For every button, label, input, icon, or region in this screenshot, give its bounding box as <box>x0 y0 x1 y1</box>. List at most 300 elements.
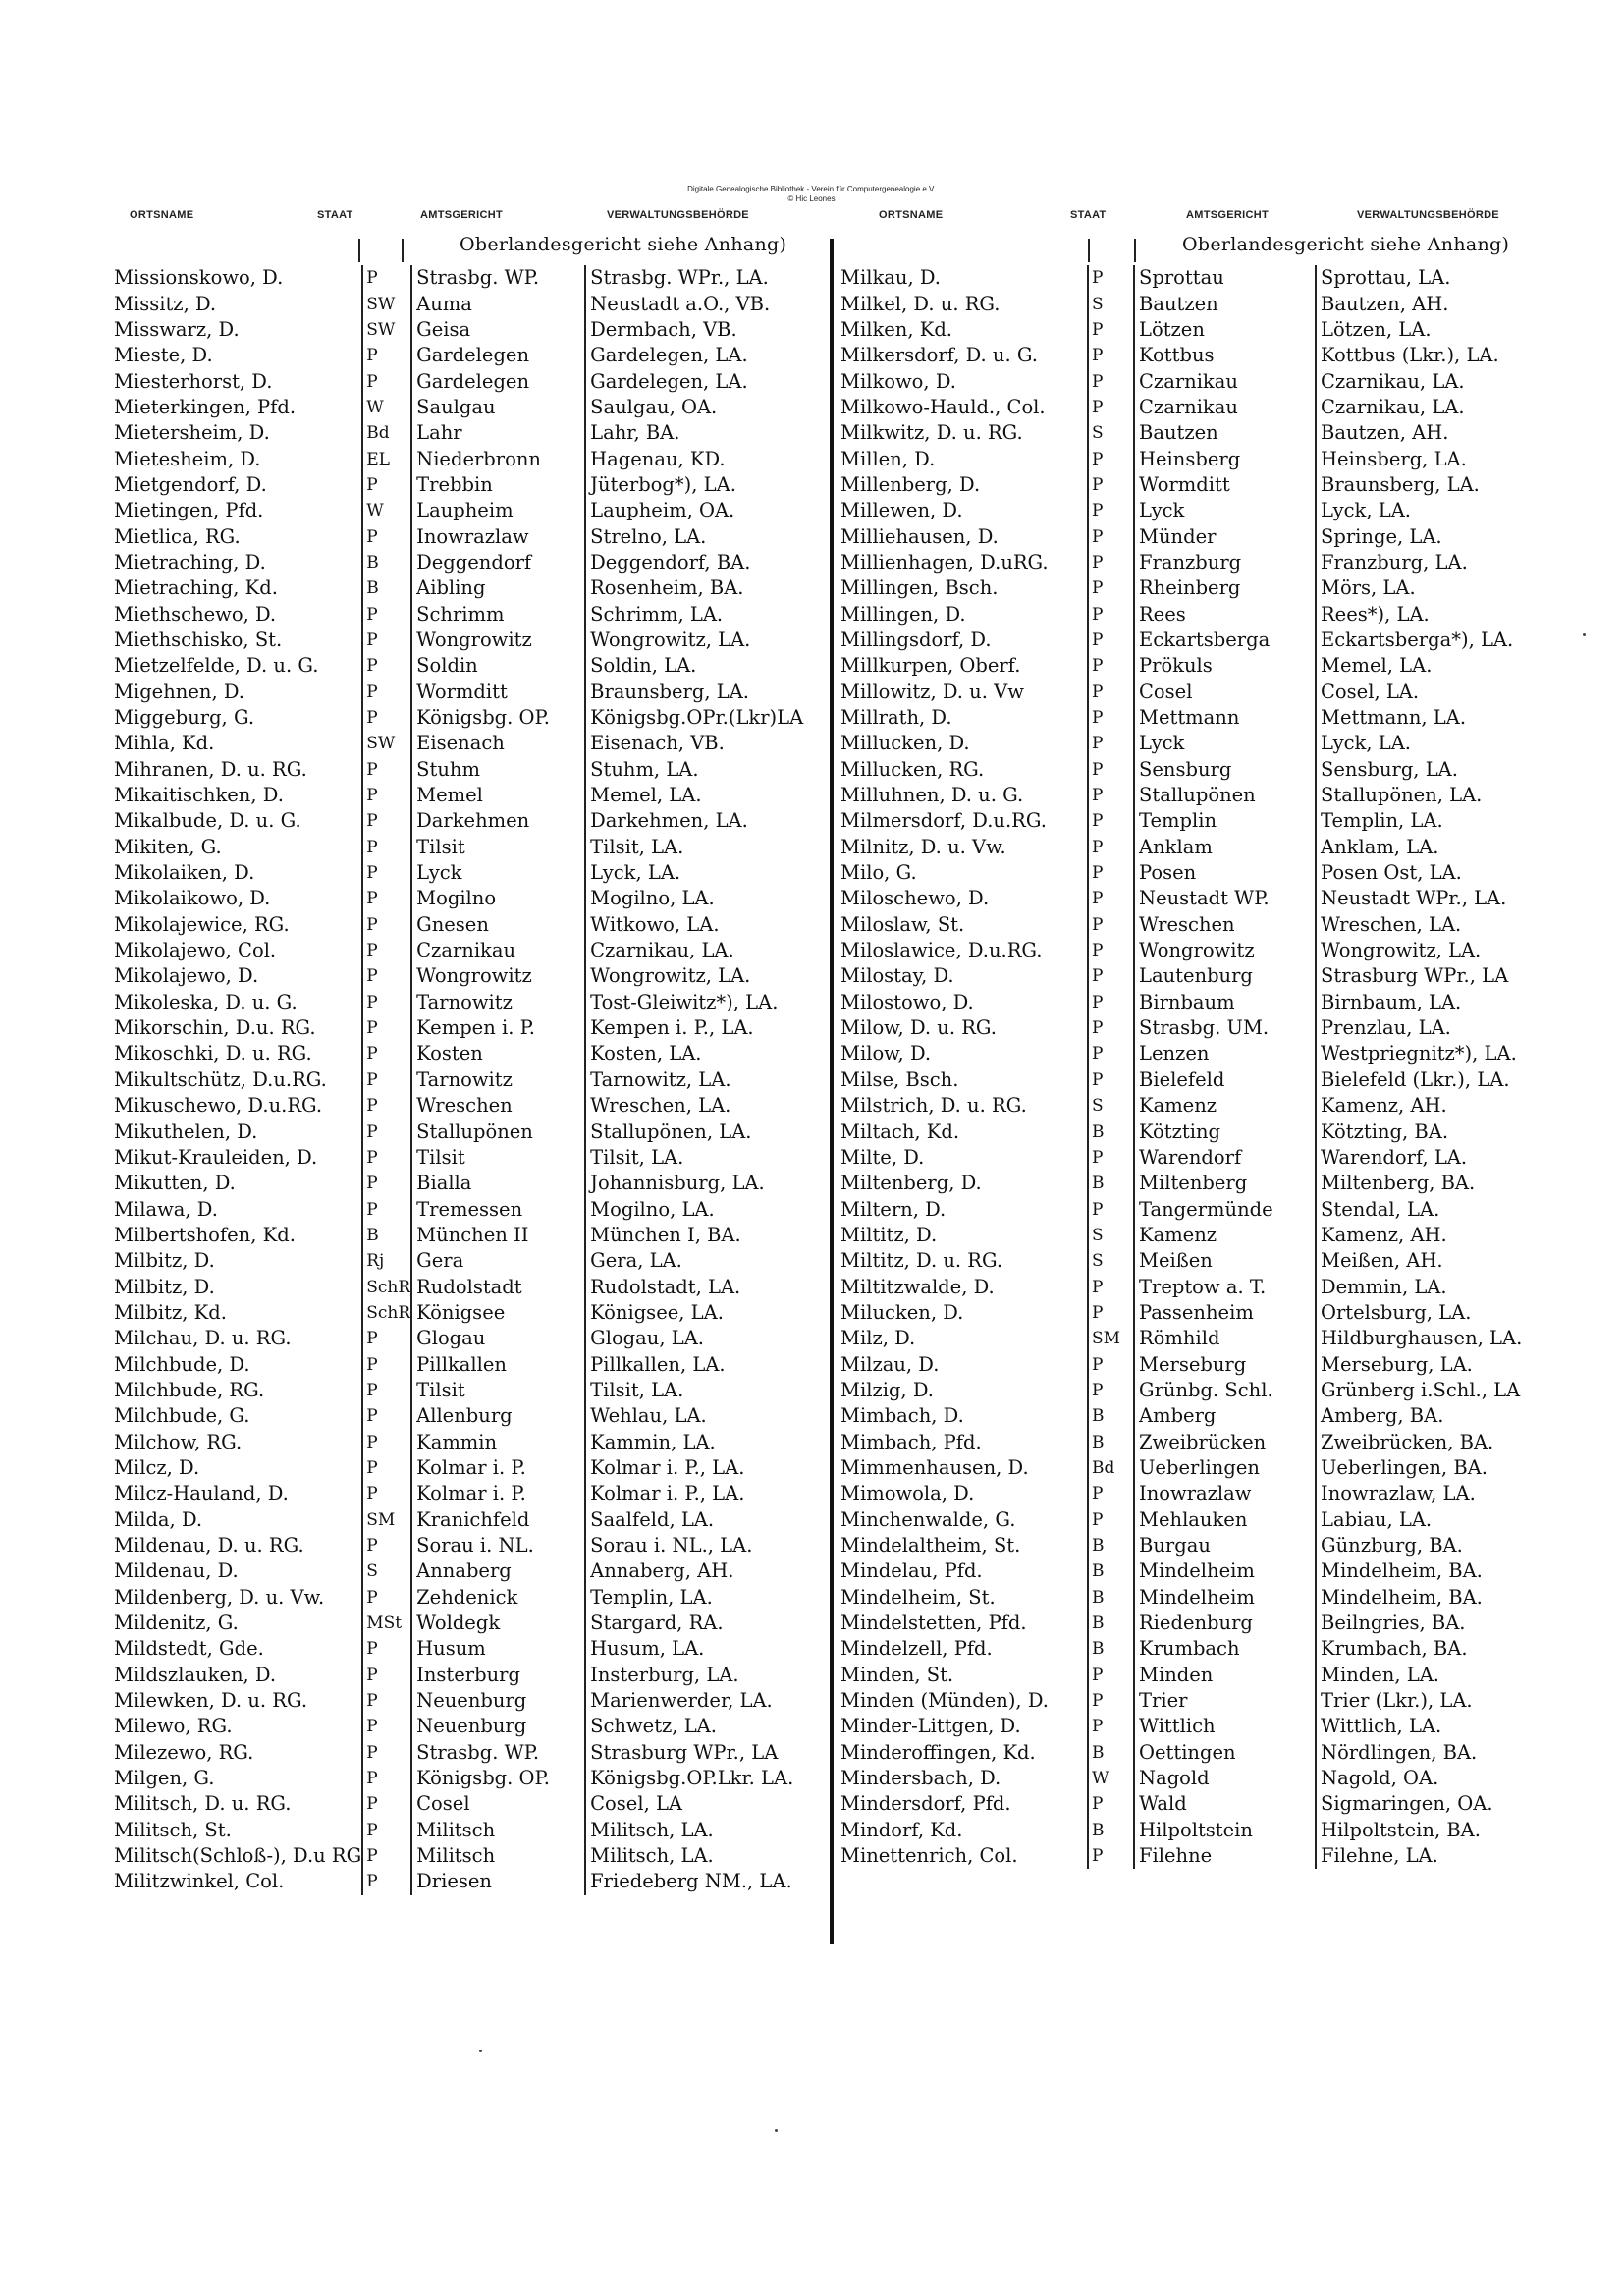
register-row <box>837 291 1522 316</box>
court-name: Neustadt WP. <box>1134 886 1316 911</box>
court-name: Czarnikau <box>1134 395 1316 420</box>
court-name: Warendorf <box>1134 1145 1316 1171</box>
court-name: Stuhm <box>411 757 585 783</box>
state-abbr: P <box>1088 705 1134 731</box>
court-name: Lyck <box>411 860 585 886</box>
state-abbr: P <box>1088 808 1134 834</box>
admin-authority: Glogau, LA. <box>585 1326 811 1351</box>
court-name: Bielefeld <box>1134 1067 1316 1093</box>
credit-line-1: Digitale Genealogische Bibliothek - Verein für Computergenealogie e.V. <box>687 185 936 193</box>
register-row <box>837 1378 1522 1403</box>
place-name: Millienhagen, D.uRG. <box>840 550 1049 574</box>
state-abbr: S <box>1088 420 1134 446</box>
state-abbr: B <box>1088 1636 1134 1662</box>
court-name: Wreschen <box>411 1093 585 1119</box>
place-name: Milluhnen, D. u. G. <box>840 784 1024 807</box>
place-name: Mikut-Krauleiden, D. <box>114 1145 318 1169</box>
register-row <box>110 808 811 834</box>
admin-authority: Trier (Lkr.), LA. <box>1316 1688 1522 1714</box>
olg-note-left: Oberlandesgericht siehe Anhang) <box>460 234 787 255</box>
state-abbr: Bd <box>362 420 411 446</box>
place-name: Miloslaw, St. <box>840 912 965 936</box>
admin-authority: Tarnowitz, LA. <box>585 1067 811 1093</box>
register-row <box>110 291 811 316</box>
admin-authority: Memel, LA. <box>585 783 811 808</box>
register-row <box>110 1351 811 1377</box>
register-row <box>837 420 1522 446</box>
column-divider <box>830 239 834 1944</box>
court-name: Saulgau <box>411 395 585 420</box>
admin-authority: Inowrazlaw, LA. <box>1316 1481 1522 1506</box>
register-row <box>110 1636 811 1662</box>
register-row <box>837 1248 1522 1274</box>
register-row <box>110 472 811 498</box>
register-row <box>837 1740 1522 1766</box>
court-name: Czarnikau <box>411 938 585 963</box>
register-row <box>110 886 811 911</box>
court-name: Tilsit <box>411 1145 585 1171</box>
court-name: Sorau i. NL. <box>411 1533 585 1558</box>
register-row <box>110 1248 811 1274</box>
state-abbr: P <box>362 1869 411 1894</box>
court-name: Niederbronn <box>411 446 585 471</box>
place-name: Miltitz, D. <box>840 1223 938 1246</box>
admin-authority: Laupheim, OA. <box>585 498 811 523</box>
state-abbr: P <box>1088 523 1134 549</box>
court-name: Mogilno <box>411 886 585 911</box>
court-name: Oettingen <box>1134 1740 1316 1766</box>
register-row <box>110 680 811 705</box>
admin-authority: Lyck, LA. <box>1316 498 1522 523</box>
register-row <box>110 265 811 291</box>
state-abbr: P <box>1088 498 1134 523</box>
admin-authority: Mogilno, LA. <box>585 886 811 911</box>
place-name: Mikolaiken, D. <box>114 861 255 885</box>
court-name: Stallupönen <box>411 1119 585 1144</box>
register-row <box>837 1300 1522 1326</box>
court-name: Bautzen <box>1134 291 1316 316</box>
court-name: Mindelheim <box>1134 1558 1316 1584</box>
court-name: Auma <box>411 291 585 316</box>
olg-note-right: Oberlandesgericht siehe Anhang) <box>1182 234 1510 255</box>
state-abbr: P <box>1088 990 1134 1015</box>
register-row <box>837 963 1522 989</box>
state-abbr: P <box>362 1843 411 1869</box>
place-name: Minden (Münden), D. <box>840 1689 1049 1713</box>
state-abbr: P <box>1088 1791 1134 1817</box>
place-name: Millucken, RG. <box>840 757 985 781</box>
state-abbr: S <box>1088 291 1134 316</box>
admin-authority: Saalfeld, LA. <box>585 1507 811 1533</box>
court-name: Franzburg <box>1134 550 1316 575</box>
court-name: Trebbin <box>411 472 585 498</box>
state-abbr: S <box>1088 1248 1134 1274</box>
court-name: Burgau <box>1134 1533 1316 1558</box>
court-name: Münder <box>1134 523 1316 549</box>
admin-authority: Strasburg WPr., LA <box>585 1740 811 1766</box>
court-name: Driesen <box>411 1869 585 1894</box>
court-name: Wald <box>1134 1791 1316 1817</box>
state-abbr: SchR <box>362 1300 411 1326</box>
register-table-right <box>837 265 1522 1869</box>
court-name: Lahr <box>411 420 585 446</box>
place-name: Mildenitz, G. <box>114 1612 239 1635</box>
court-name: Gardelegen <box>411 368 585 394</box>
admin-authority: Kolmar i. P., LA. <box>585 1455 811 1481</box>
court-name: Zehdenick <box>411 1585 585 1611</box>
register-row <box>837 886 1522 911</box>
court-name: Tilsit <box>411 1378 585 1403</box>
admin-authority: Franzburg, LA. <box>1316 550 1522 575</box>
place-name: Milbitz, D. <box>114 1275 215 1298</box>
admin-authority: Mogilno, LA. <box>585 1196 811 1222</box>
admin-authority: Neustadt a.O., VB. <box>585 291 811 316</box>
admin-authority: Saulgau, OA. <box>585 395 811 420</box>
register-row <box>837 1093 1522 1119</box>
place-name: Mildenau, D. <box>114 1559 239 1583</box>
place-name: Milbitz, D. <box>114 1249 215 1273</box>
state-abbr: P <box>362 680 411 705</box>
admin-authority: Birnbaum, LA. <box>1316 990 1522 1015</box>
register-row <box>837 446 1522 471</box>
register-row <box>837 912 1522 938</box>
register-row <box>837 808 1522 834</box>
court-name: Wongrowitz <box>411 628 585 653</box>
admin-authority: Mettmann, LA. <box>1316 705 1522 731</box>
register-row <box>110 1326 811 1351</box>
place-name: Milda, D. <box>114 1507 203 1531</box>
place-name: Miethschewo, D. <box>114 602 277 626</box>
place-name: Millenberg, D. <box>840 472 981 496</box>
court-name: Bialla <box>411 1171 585 1196</box>
admin-authority: Eisenach, VB. <box>585 731 811 756</box>
admin-authority: Posen Ost, LA. <box>1316 860 1522 886</box>
state-abbr: P <box>1088 1196 1134 1222</box>
court-name: Aibling <box>411 575 585 601</box>
court-name: Lyck <box>1134 731 1316 756</box>
court-name: Amberg <box>1134 1403 1316 1429</box>
state-abbr: P <box>362 1791 411 1817</box>
place-name: Milow, D. u. RG. <box>840 1016 998 1040</box>
state-abbr: B <box>362 550 411 575</box>
register-row <box>110 1714 811 1739</box>
admin-authority: Minden, LA. <box>1316 1663 1522 1688</box>
state-abbr: P <box>1088 1300 1134 1326</box>
register-row <box>837 1067 1522 1093</box>
state-abbr: S <box>1088 1093 1134 1119</box>
place-name: Milkersdorf, D. u. G. <box>840 344 1038 367</box>
court-name: Gera <box>411 1248 585 1274</box>
admin-authority: Nördlingen, BA. <box>1316 1740 1522 1766</box>
place-name: Missitz, D. <box>114 292 217 315</box>
admin-authority: Czarnikau, LA. <box>1316 395 1522 420</box>
place-name: Mietingen, Pfd. <box>114 499 264 522</box>
admin-authority: Strasburg WPr., LA <box>1316 963 1522 989</box>
court-name: Wittlich <box>1134 1714 1316 1739</box>
admin-authority: Czarnikau, LA. <box>1316 368 1522 394</box>
place-name: Missionskowo, D. <box>114 266 284 290</box>
admin-authority: Stallupönen, LA. <box>585 1119 811 1144</box>
court-name: Laupheim <box>411 498 585 523</box>
state-abbr: B <box>1088 1585 1134 1611</box>
place-name: Mietersheim, D. <box>114 421 270 445</box>
admin-authority: Tilsit, LA. <box>585 1378 811 1403</box>
admin-authority: Templin, LA. <box>585 1585 811 1611</box>
admin-authority: Lyck, LA. <box>585 860 811 886</box>
admin-authority: Kamenz, AH. <box>1316 1093 1522 1119</box>
state-abbr: B <box>1088 1403 1134 1429</box>
admin-authority: Cosel, LA. <box>1316 680 1522 705</box>
place-name: Mieste, D. <box>114 344 213 367</box>
state-abbr: P <box>362 808 411 834</box>
state-abbr: P <box>362 783 411 808</box>
admin-authority: Deggendorf, BA. <box>585 550 811 575</box>
register-row <box>110 1688 811 1714</box>
register-row <box>837 1223 1522 1248</box>
state-abbr: B <box>1088 1818 1134 1843</box>
court-name: Tangermünde <box>1134 1196 1316 1222</box>
place-name: Minderoffingen, Kd. <box>840 1740 1036 1764</box>
register-row <box>110 343 811 368</box>
state-abbr: SM <box>362 1507 411 1533</box>
register-row <box>110 1585 811 1611</box>
state-abbr: P <box>362 938 411 963</box>
state-abbr: P <box>362 1740 411 1766</box>
admin-authority: Stargard, RA. <box>585 1611 811 1636</box>
admin-authority: Miltenberg, BA. <box>1316 1171 1522 1196</box>
court-name: Rheinberg <box>1134 575 1316 601</box>
court-name: Grünbg. Schl. <box>1134 1378 1316 1403</box>
court-name: Königsee <box>411 1300 585 1326</box>
state-abbr: P <box>362 368 411 394</box>
place-name: Milkowo-Hauld., Col. <box>840 395 1046 418</box>
state-abbr: P <box>362 1481 411 1506</box>
court-name: Kottbus <box>1134 343 1316 368</box>
state-abbr: B <box>1088 1533 1134 1558</box>
register-row <box>110 1378 811 1403</box>
court-name: Strasbg. WP. <box>411 1740 585 1766</box>
place-name: Mikoleska, D. u. G. <box>114 990 298 1013</box>
place-name: Millewen, D. <box>840 499 963 522</box>
place-name: Milbitz, Kd. <box>114 1300 227 1324</box>
court-name: Lautenburg <box>1134 963 1316 989</box>
admin-authority: Kempen i. P., LA. <box>585 1015 811 1041</box>
state-abbr: S <box>362 1558 411 1584</box>
register-row <box>110 835 811 860</box>
register-row <box>837 1636 1522 1662</box>
court-name: Soldin <box>411 653 585 679</box>
place-name: Milzig, D. <box>840 1378 934 1401</box>
court-name: Templin <box>1134 808 1316 834</box>
place-name: Milken, Kd. <box>840 317 953 341</box>
court-name: Pillkallen <box>411 1351 585 1377</box>
court-name: Meißen <box>1134 1248 1316 1274</box>
state-abbr: P <box>1088 368 1134 394</box>
place-name: Milcz-Hauland, D. <box>114 1482 289 1505</box>
place-name: Mietesheim, D. <box>114 447 261 470</box>
header-court-right: AMTSGERICHT <box>1186 209 1269 221</box>
admin-authority: Memel, LA. <box>1316 653 1522 679</box>
court-name: Römhild <box>1134 1326 1316 1351</box>
register-row <box>110 1223 811 1248</box>
admin-authority: Dermbach, VB. <box>585 317 811 343</box>
register-row <box>110 628 811 653</box>
state-abbr: P <box>1088 912 1134 938</box>
register-row <box>110 963 811 989</box>
state-abbr: P <box>1088 628 1134 653</box>
court-name: Schrimm <box>411 601 585 627</box>
state-abbr: P <box>1088 1507 1134 1533</box>
admin-authority: Insterburg, LA. <box>585 1663 811 1688</box>
court-name: Deggendorf <box>411 550 585 575</box>
place-name: Milchbude, RG. <box>114 1378 265 1401</box>
place-name: Mikolajewo, D. <box>114 964 259 988</box>
state-abbr: SM <box>1088 1326 1134 1351</box>
admin-authority: Tost-Gleiwitz*), LA. <box>585 990 811 1015</box>
admin-authority: Eckartsberga*), LA. <box>1316 628 1522 653</box>
state-abbr: P <box>1088 550 1134 575</box>
register-row <box>837 1843 1522 1869</box>
state-abbr: B <box>1088 1429 1134 1454</box>
admin-authority: Gardelegen, LA. <box>585 343 811 368</box>
court-name: Kolmar i. P. <box>411 1481 585 1506</box>
state-abbr: P <box>362 1196 411 1222</box>
court-name: Merseburg <box>1134 1351 1316 1377</box>
state-abbr: P <box>1088 472 1134 498</box>
state-abbr: P <box>362 1429 411 1454</box>
court-name: Kötzting <box>1134 1119 1316 1144</box>
place-name: Milewken, D. u. RG. <box>114 1689 308 1713</box>
place-name: Mikalbude, D. u. G. <box>114 809 301 833</box>
admin-authority: Mindelheim, BA. <box>1316 1585 1522 1611</box>
register-row <box>110 523 811 549</box>
header-state-right: STAAT <box>1070 209 1107 221</box>
place-name: Milstrich, D. u. RG. <box>840 1094 1027 1118</box>
place-name: Mietgendorf, D. <box>114 472 267 496</box>
register-row <box>837 601 1522 627</box>
register-row <box>110 1300 811 1326</box>
register-row <box>110 1791 811 1817</box>
register-row <box>110 1403 811 1429</box>
scan-speck <box>775 2129 778 2132</box>
place-name: Mikutten, D. <box>114 1172 236 1195</box>
court-name: Königsbg. OP. <box>411 1766 585 1791</box>
place-name: Milchow, RG. <box>114 1430 243 1453</box>
state-abbr: P <box>1088 1145 1134 1171</box>
header-rule-right-court <box>1134 239 1136 262</box>
state-abbr: P <box>362 1119 411 1144</box>
admin-authority: Darkehmen, LA. <box>585 808 811 834</box>
court-name: Krumbach <box>1134 1636 1316 1662</box>
state-abbr: P <box>362 1171 411 1196</box>
state-abbr: P <box>362 1403 411 1429</box>
place-name: Mimmenhausen, D. <box>840 1455 1029 1479</box>
register-row <box>837 783 1522 808</box>
admin-authority: Tilsit, LA. <box>585 835 811 860</box>
header-court-left: AMTSGERICHT <box>420 209 503 221</box>
court-name: Annaberg <box>411 1558 585 1584</box>
register-row <box>110 938 811 963</box>
digital-library-credit <box>0 185 1623 204</box>
court-name: Kamenz <box>1134 1223 1316 1248</box>
register-row <box>837 1145 1522 1171</box>
state-abbr: P <box>1088 1688 1134 1714</box>
place-name: Mikolaikowo, D. <box>114 887 271 910</box>
court-name: Militsch <box>411 1843 585 1869</box>
state-abbr: P <box>362 1714 411 1739</box>
place-name: Milse, Bsch. <box>840 1067 959 1091</box>
court-name: Neuenburg <box>411 1688 585 1714</box>
place-name: Milliehausen, D. <box>840 524 999 548</box>
state-abbr: P <box>1088 680 1134 705</box>
place-name: Milgen, G. <box>114 1767 215 1790</box>
court-name: Sprottau <box>1134 265 1316 291</box>
place-name: Minder-Littgen, D. <box>840 1715 1021 1738</box>
admin-authority: Königsbg.OP.Lkr. LA. <box>585 1766 811 1791</box>
court-name: Kempen i. P. <box>411 1015 585 1041</box>
state-abbr: Bd <box>1088 1455 1134 1481</box>
state-abbr: P <box>1088 757 1134 783</box>
admin-authority: Militsch, LA. <box>585 1818 811 1843</box>
admin-authority: Hildburghausen, LA. <box>1316 1326 1522 1351</box>
register-row <box>837 550 1522 575</box>
court-name: Kolmar i. P. <box>411 1455 585 1481</box>
court-name: Kranichfeld <box>411 1507 585 1533</box>
state-abbr: P <box>1088 860 1134 886</box>
place-name: Mikultschütz, D.u.RG. <box>114 1067 327 1091</box>
state-abbr: P <box>362 860 411 886</box>
admin-authority: Sorau i. NL., LA. <box>585 1533 811 1558</box>
register-row <box>110 1171 811 1196</box>
state-abbr: P <box>362 963 411 989</box>
state-abbr: P <box>362 912 411 938</box>
register-row <box>110 1818 811 1843</box>
register-row <box>110 1274 811 1299</box>
header-place-left: ORTSNAME <box>130 209 194 221</box>
admin-authority: Wongrowitz, LA. <box>585 628 811 653</box>
register-row <box>837 835 1522 860</box>
admin-authority: Lahr, BA. <box>585 420 811 446</box>
register-row <box>110 1119 811 1144</box>
place-name: Mikoschki, D. u. RG. <box>114 1042 312 1066</box>
register-row <box>110 1558 811 1584</box>
court-name: Kamenz <box>1134 1093 1316 1119</box>
place-name: Miloschewo, D. <box>840 887 990 910</box>
register-row <box>837 731 1522 756</box>
place-name: Mildstedt, Gde. <box>114 1637 264 1661</box>
state-abbr: P <box>1088 1378 1134 1403</box>
place-name: Mindersbach, D. <box>840 1767 1001 1790</box>
admin-authority: Anklam, LA. <box>1316 835 1522 860</box>
state-abbr: P <box>1088 731 1134 756</box>
place-name: Milchbude, G. <box>114 1404 250 1428</box>
header-admin-left: VERWALTUNGSBEHÖRDE <box>607 209 749 221</box>
court-name: Tarnowitz <box>411 990 585 1015</box>
state-abbr: P <box>362 523 411 549</box>
place-name: Millingsdorf, D. <box>840 628 992 651</box>
court-name: Hilpoltstein <box>1134 1818 1316 1843</box>
header-rule-left-court <box>402 239 404 262</box>
court-name: Gardelegen <box>411 343 585 368</box>
court-name: Prökuls <box>1134 653 1316 679</box>
admin-authority: Kammin, LA. <box>585 1429 811 1454</box>
register-row <box>837 938 1522 963</box>
state-abbr: B <box>362 1223 411 1248</box>
place-name: Mimowola, D. <box>840 1482 975 1505</box>
register-row <box>110 1533 811 1558</box>
state-abbr: P <box>1088 1714 1134 1739</box>
state-abbr: P <box>1088 265 1134 291</box>
